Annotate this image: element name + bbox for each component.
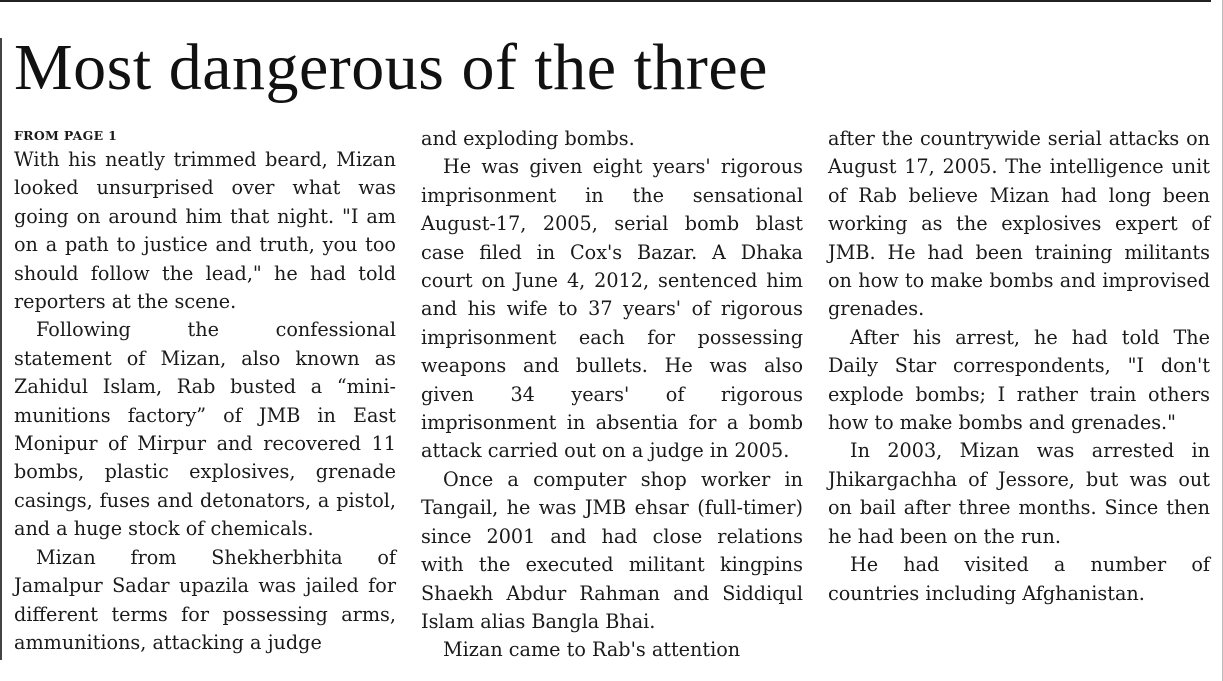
article-column-2 <box>421 125 803 665</box>
article-column-1 <box>14 125 396 657</box>
article-column-3 <box>828 125 1210 608</box>
paragraph: after the countrywide serial attacks on August 17, 2005. The intelligence unit of Rab believe Mizan had long been working as the explosives expert of JMB. He had been training militants on how to make bombs and improvised grenades. <box>828 127 1210 321</box>
kicker-label: FROM PAGE 1 <box>14 128 118 143</box>
paragraph: and exploding bombs. <box>421 127 635 150</box>
paragraph: He was given eight years' rigorous imprisonment in the sensational August-17, 2005, serial bomb blast case filed in Cox's Bazar. A Dhaka court on June 4, 2012, sentenced him and his wife to 37 years' of rigorous imprisonment each for possessing weapons and bullets. He was also given 34 years' of rigorous imprisonment in absentia for a bomb attack carried out on a judge in 2005. <box>421 155 803 463</box>
top-rule <box>0 0 1211 2</box>
paragraph: Mizan from Shekherbhita of Jamalpur Sadar upazila was jailed for different terms for possessing arms, ammunitions, attacking a judge <box>14 545 396 654</box>
paragraph: Once a computer shop worker in Tangail, he was JMB ehsar (full-timer) since 2001 and had close relations with the executed militant kingpins Shaekh Abdur Rahman and Siddiqul Islam alias Bangla Bhai. <box>421 467 803 633</box>
paragraph: With his neatly trimmed beard, Mizan looked unsurprised over what was going on around him that night. "I am on a path to justice and truth, you too should follow the lead," he had told reporters at the scene. <box>14 148 396 314</box>
paragraph: After his arrest, he had told The Daily Star correspondents, "I don't explode bombs; I rather train others how to make bombs and grenades." <box>828 325 1210 435</box>
paragraph: Following the confessional statement of Mizan, also known as Zahidul Islam, Rab busted a “mini-munitions factory” of JMB in East Monipur of Mirpur and recovered 11 bombs, plastic explosives, grenade casings, fuses and detonators, a pistol, and a huge stock of chemicals. <box>14 318 396 541</box>
paragraph: Mizan came to Rab's attention <box>443 638 741 662</box>
left-rule <box>0 38 2 660</box>
paragraph: He had visited a number of countries including Afghanistan. <box>828 553 1210 605</box>
headline: Most dangerous of the three <box>14 31 768 104</box>
paragraph: In 2003, Mizan was arrested in Jhikargachha of Jessore, but was out on bail after three months. Since then he had been on the run. <box>828 439 1210 548</box>
